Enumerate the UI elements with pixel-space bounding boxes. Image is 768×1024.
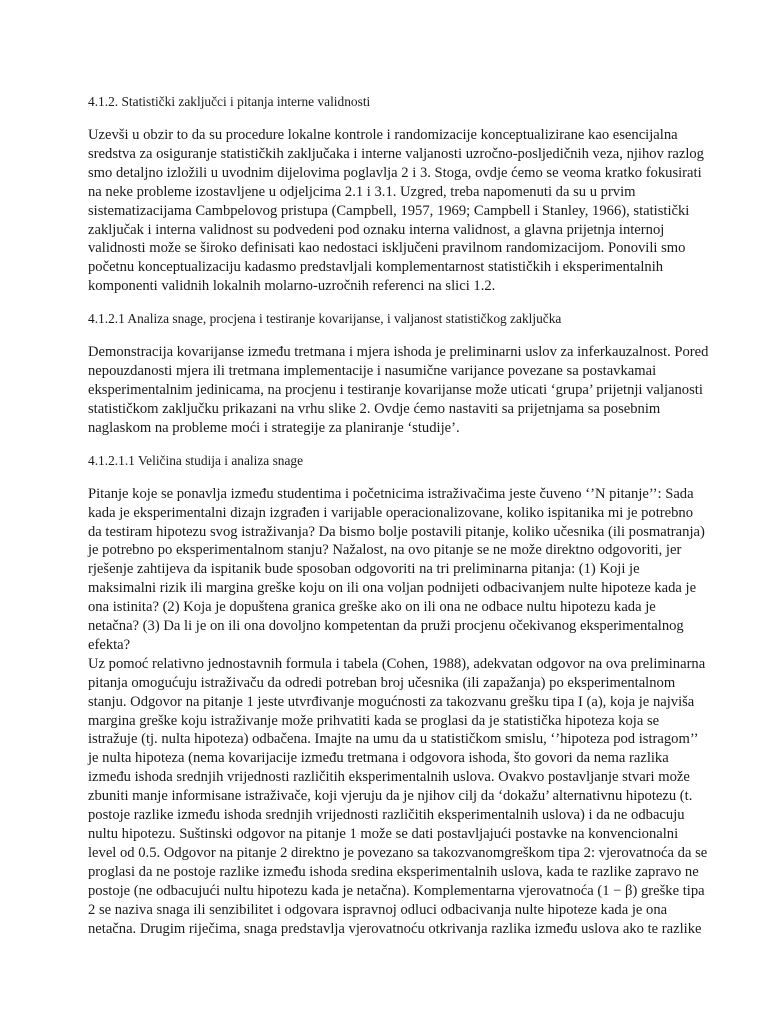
text-line: nepouzdanosti mjera ili tretmana implementacije i nasumične varijance povezane sa postavkamai — [88, 363, 657, 380]
text-line: između ishoda srednjih vrijednosti različitih eksperimentalnih uslova. Ovakvo postavljanje stvari može — [88, 769, 690, 786]
text-line: na neke probleme izostavljene u odjeljcima 2.1 i 3.1. Uzgred, treba napomenuti da su u prvim — [88, 183, 636, 200]
text-line: sistematizacijama Cambpelovog pristupa (Campbell, 1957, 1969; Campbell i Stanley, 1966), statistički — [88, 202, 690, 219]
text-line: je nulta hipoteza (nema kovarijacije između tretmana i odgovora ishoda, što govori da nema razlika — [88, 750, 669, 767]
text-line: početnu konceptualizaciju kadasmo predstavljali komplementarnost statističkih i eksperimentalnih — [88, 259, 664, 276]
text-line: postoje (ne odbacujući nultu hipotezu kada je netačna). Komplementarna vjerovatnoća (1 − β) greške tipa — [88, 882, 705, 899]
text-line: smo detaljno izložili u uvodnim dijelovima poglavlja 2 i 3. Stoga, ovdje ćemo se veoma kratko fokusirati — [88, 164, 702, 181]
text-line: eksperimentalnim jedinicama, na procjenu i testiranje kovarijanse može uticati ‘grupa’ prijetnji valjanosti — [88, 381, 703, 398]
text-line: Uzevši u obzir to da su procedure lokalne kontrole i randomizacije konceptualizirane kao esencijalna — [88, 127, 678, 143]
text-line: rješenje zahtijeva da ispitanik bude sposoban odgovoriti na tri preliminarna pitanja: (1) Koji je — [88, 561, 640, 578]
text-line: Uz pomoć relativno jednostavnih formula i tabela (Cohen, 1988), adekvatan odgovor na ova preliminarna — [88, 655, 706, 672]
text-line: ona istinita? (2) Koja je dopuštena granica greške ako on ili ona ne odbace nultu hipotezu kada je — [88, 599, 656, 616]
text-line: da testiram hipotezu svog istraživanja? Da bismo bolje postavili pitanje, koliko učesnika (ili posmatranja) — [88, 523, 705, 540]
text-line: validnosti može se široko definisati kao nedostaci isključeni pravilnom randomizacijom. Ponovili smo — [88, 240, 686, 257]
text-line: kada je eksperimentalni dizajn izgrađen i varijable operacionalizovane, koliko ispitanika mi je potrebno — [88, 504, 694, 521]
text-line: Pitanje koje se ponavlja između studentima i početnicima istraživačima jeste čuveno ‘’N pitanje’’: Sada — [88, 485, 694, 502]
text-line: sredstva za osiguranje statističkih zaključaka i interne valjanosti uzročno-posljedičnih veza, njihov razlog — [88, 145, 704, 162]
text-line: statističkom zaključku prikazani na vrhu slike 2. Ovdje ćemo nastaviti sa prijetnjama sa posebnim — [88, 400, 661, 417]
paragraph-power-analysis — [88, 655, 708, 939]
text-line: Demonstracija kovarijanse između tretmana i mjera ishoda je preliminarni uslov za inferkauzalnost. Pored — [88, 344, 709, 361]
section-heading-4-1-2-1-1: 4.1.2.1.1 Veličina studija i analiza snage — [88, 452, 304, 468]
text-line: zbuniti manje informisane istraživače, koji vjeruju da je njihov cilj da ‘dokažu’ alternativnu hipotezu (t. — [88, 788, 693, 805]
text-line: netačna? (3) Da li je on ili ona dovoljno kompetentan da pruži procjenu očekivanog eksperimentalnog — [88, 618, 684, 635]
text-line: level od 0.5. Odgovor na pitanje 2 direktno je povezano sa takozvanomgreškom tipa 2: vjerovatnoća da se — [88, 844, 708, 861]
paragraph-n-question — [88, 485, 705, 655]
text-line: stanju. Odgovor na pitanje 1 jeste utvrđivanje mogućnosti za takozvanu grešku tipa I (a), koja je najviša — [88, 693, 695, 710]
section-heading-4-1-2: 4.1.2. Statistički zaključci i pitanja interne validnosti — [88, 94, 371, 109]
text-line: istražuje (tj. nulta hipoteza) odbačena. Imajte na umu da u statističkom smislu, ‘’hipoteza pod istragom’’ — [88, 731, 699, 748]
text-line: maksimalni rizik ili margina greške koju on ili ona voljan podnijeti odbacivanjem nulte hipoteze kada je — [88, 580, 697, 597]
text-line: nultu hipotezu. Suštinski odgovor na pitanje 1 može se dati postavljajući postavke na konvencionalni — [88, 826, 679, 842]
text-line: netačna. Drugim riječima, snaga predstavlja vjerovatnoću otkrivanja razlika između uslova ako te razlike — [88, 920, 702, 937]
text-line: proglasi da ne postoje razlike između ishoda sredina eksperimentalnih uslova, kada te razlike zapravo ne — [88, 863, 699, 880]
text-line: margina greške koju istraživanje može prihvatiti kada se proglasi da je statistička hipoteza koja se — [88, 712, 660, 729]
text-line: 2 se naziva snaga ili senzibilitet i odgovara ispravnoj odluci odbacivanja nulte hipoteze kada je ona — [88, 901, 668, 918]
text-line: postoje razlike između ishoda srednjih vrijednosti različitih eksperimentalnih uslova) i da ne odbacuju — [88, 807, 685, 824]
text-line: pitanja omogućuju istraživaču da odredi potreban broj učesnika (ili zapažanja) po eksperimentalnom — [88, 674, 676, 691]
paragraph-intro — [88, 126, 704, 296]
text-line: komponenti validnih lokalnih molarno-uzročnih referenci na slici 1.2. — [88, 278, 496, 295]
text-line: je potrebno po eksperimentalnom stanju? Nažalost, na ovo pitanje se ne može direktno odgovoriti, jer — [88, 542, 682, 559]
paragraph-covariance — [88, 343, 709, 438]
text-line: efekta? — [88, 636, 131, 653]
section-heading-4-1-2-1: 4.1.2.1 Analiza snage, procjena i testiranje kovarijanse, i valjanost statističkog zaključka — [88, 311, 562, 327]
text-line: naglaskom na probleme moći i strategije za planiranje ‘studije’. — [88, 419, 460, 436]
text-line: zaključak i interna validnost su podvedeni pod oznaku interna validnost, a glavna prijetnja internoj — [88, 221, 665, 238]
